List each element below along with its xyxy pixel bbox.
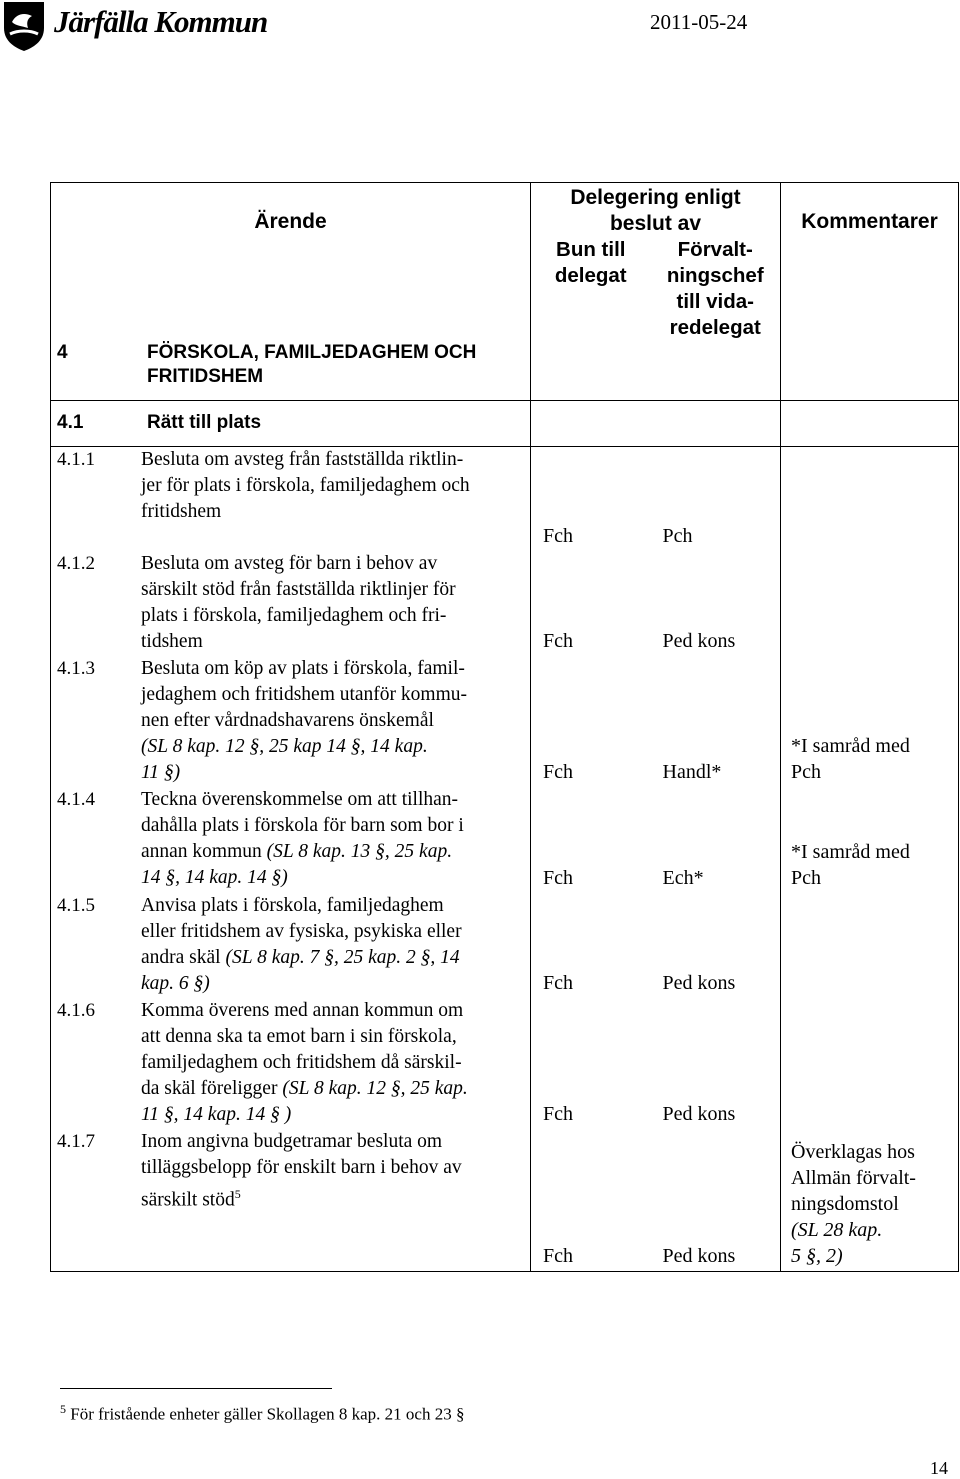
bun-cell [531, 551, 651, 656]
row-description-line: annan kommun (SL 8 kap. 13 §, 25 kap. [141, 840, 453, 862]
section-title-line: FÖRSKOLA, FAMILJEDAGHEM OCH [147, 342, 477, 363]
table-header-row [51, 183, 959, 401]
forv-cell [651, 1129, 781, 1272]
arende-cell [51, 998, 531, 1129]
forv-value: Pch [662, 524, 693, 547]
arende-cell [51, 1129, 531, 1272]
kommentar-line: Pch [791, 760, 821, 783]
empty-cell [781, 401, 959, 447]
row-number: 4.1.3 [57, 657, 95, 679]
forv-cell [651, 551, 781, 656]
row-description-line: Anvisa plats i förskola, familjedaghem [141, 894, 444, 916]
row-number: 4.1.7 [57, 1130, 95, 1152]
table-row [51, 893, 959, 998]
bun-value: Fch [543, 971, 573, 994]
row-description-line: Inom angivna budgetramar besluta om [141, 1130, 443, 1152]
row-description [141, 656, 467, 786]
subsection-title: Rätt till plats [147, 412, 262, 433]
forv-heading-line: Förvalt- [677, 238, 753, 261]
section-title [147, 341, 476, 389]
footnote-marker: 5 [60, 1402, 66, 1416]
bun-cell [531, 998, 651, 1129]
row-description [141, 1129, 462, 1214]
row-description-line: 14 §, 14 kap. 14 §) [141, 866, 288, 888]
kommentar-cell [781, 551, 959, 656]
section-title-line: FRITIDSHEM [147, 366, 264, 387]
row-description-line: andra skäl (SL 8 kap. 7 §, 25 kap. 2 §, 14 [141, 946, 460, 968]
arende-heading: Ärende [254, 210, 327, 233]
section-heading [51, 341, 476, 389]
bun-cell [531, 1129, 651, 1272]
delegation-table [50, 182, 959, 1272]
row-description-line: nen efter vårdnadshavarens önskemål [141, 709, 434, 731]
footnote-text: För fristående enheter gäller Skollagen 8 kap. 21 och 23 § [70, 1404, 465, 1424]
arende-cell [51, 893, 531, 998]
forv-value: Ped kons [662, 971, 736, 994]
kommentar-line: ningsdomstol [791, 1193, 899, 1215]
bun-value: Fch [543, 1245, 573, 1267]
row-description-line: att denna ska ta emot barn i sin förskola, [141, 1025, 457, 1047]
bun-value: Fch [543, 866, 573, 889]
row-number: 4.1.2 [57, 552, 95, 574]
kommentar-text [781, 839, 958, 893]
kommentar-text [781, 1139, 958, 1271]
row-description-line: Komma överens med annan kommun om [141, 999, 464, 1021]
table-row [51, 998, 959, 1129]
forv-value: Ech* [662, 866, 704, 889]
row-description [141, 787, 464, 891]
forv-heading-line: ningschef [666, 264, 764, 287]
kommentar-cell [781, 656, 959, 787]
kommentar-line: Allmän förvalt- [791, 1167, 916, 1189]
row-description-line: jer för plats i förskola, familjedaghem och [141, 475, 470, 496]
kommentarer-header-cell [781, 183, 959, 401]
kommentar-line: Pch [791, 866, 821, 889]
coat-of-arms-icon [2, 0, 46, 52]
row-number: 4.1.5 [57, 894, 95, 916]
page-number: 14 [930, 1458, 948, 1478]
row-description-line: da skäl föreligger (SL 8 kap. 12 §, 25 kap. [141, 1077, 468, 1099]
forv-value: Ped kons [662, 629, 736, 652]
row-description-line: familjedaghem och fritidshem då särskil- [141, 1051, 462, 1073]
forv-cell [651, 656, 781, 787]
kommentar-cell [781, 787, 959, 893]
row-description [141, 551, 456, 655]
document-date: 2011-05-24 [650, 10, 748, 34]
table-body [51, 447, 959, 1272]
row-description-line: eller fritidshem av fysiska, psykiska eller [141, 920, 462, 942]
bun-cell [531, 656, 651, 787]
forv-cell [651, 998, 781, 1129]
bun-heading [531, 237, 651, 341]
row-description-line: 11 §, 14 kap. 14 § ) [141, 1103, 292, 1125]
row-description-line: Besluta om avsteg från fastställda riktlin- [141, 449, 464, 470]
kommentar-line: *I samråd med [791, 840, 910, 863]
row-description [141, 893, 462, 997]
bun-value: Fch [543, 760, 573, 783]
subsection-row [51, 401, 959, 447]
table-row [51, 656, 959, 787]
bun-value: Fch [543, 629, 573, 652]
kommentar-line: 5 §, 2) [791, 1245, 843, 1267]
empty-cell [651, 401, 781, 447]
table-row [51, 551, 959, 656]
footnote-reference: 5 [234, 1186, 241, 1201]
table-row [51, 787, 959, 893]
forv-cell [651, 893, 781, 998]
bun-value: Fch [543, 524, 573, 547]
kommentar-cell [781, 998, 959, 1129]
footnote-separator [60, 1388, 332, 1389]
arende-cell [51, 787, 531, 893]
arende-cell [51, 447, 531, 551]
forv-cell [651, 787, 781, 893]
arende-cell [51, 656, 531, 787]
row-number: 4.1.1 [57, 449, 95, 470]
row-description-line: dahålla plats i förskola för barn som bor i [141, 814, 464, 836]
bun-heading-line: delegat [554, 264, 627, 287]
footnote [60, 1402, 464, 1425]
kommentar-cell [781, 1129, 959, 1272]
row-description-line: tidshem [141, 630, 203, 652]
row-description-line: Besluta om avsteg för barn i behov av [141, 552, 438, 574]
delegering-header-cell [531, 183, 781, 401]
forv-heading [651, 237, 780, 341]
kommentar-cell [781, 893, 959, 998]
forv-value: Handl* [662, 760, 722, 783]
empty-cell [531, 401, 651, 447]
arende-cell [51, 551, 531, 656]
kommentar-line: *I samråd med [791, 734, 910, 757]
row-description-line: särskilt stöd från fastställda riktlinjer för [141, 578, 456, 600]
arende-header-cell [51, 183, 531, 401]
bun-cell [531, 447, 651, 551]
bun-cell [531, 787, 651, 893]
page-header [0, 0, 960, 60]
bun-cell [531, 893, 651, 998]
org-logo-text: Järfälla Kommun [54, 4, 268, 39]
kommentarer-heading: Kommentarer [801, 210, 938, 233]
row-description-line: plats i förskola, familjedaghem och fri- [141, 604, 447, 626]
subsection-number: 4.1 [57, 412, 84, 433]
row-description [141, 447, 470, 525]
kommentar-text [781, 733, 958, 787]
forv-value: Ped kons [662, 1102, 736, 1125]
row-description-line: 11 §) [141, 761, 181, 783]
section-number: 4 [57, 342, 68, 363]
subsection-cell [51, 401, 531, 447]
forv-heading-line: till vida- [676, 290, 754, 313]
kommentar-cell [781, 447, 959, 551]
forv-cell [651, 447, 781, 551]
row-description-line: Teckna överenskommelse om att tillhan- [141, 788, 459, 810]
forv-heading-line: redelegat [669, 316, 761, 339]
row-number: 4.1.4 [57, 788, 95, 810]
delegering-heading-line: beslut av [609, 212, 702, 235]
row-description-line: fritidshem [141, 501, 222, 522]
forv-value: Ped kons [662, 1245, 736, 1267]
row-description [141, 998, 468, 1128]
table-row [51, 1129, 959, 1272]
bun-heading-line: Bun till [556, 238, 626, 261]
row-description-line: kap. 6 §) [141, 972, 210, 994]
bun-value: Fch [543, 1102, 573, 1125]
row-description-line: jedaghem och fritidshem utanför kommu- [141, 683, 467, 705]
row-description-line: tilläggsbelopp för enskilt barn i behov av [141, 1156, 462, 1178]
row-description-line: Besluta om köp av plats i förskola, famil- [141, 657, 465, 679]
row-number: 4.1.6 [57, 999, 95, 1021]
table-row [51, 447, 959, 551]
row-description-line: (SL 8 kap. 12 §, 25 kap 14 §, 14 kap. [141, 735, 428, 757]
kommentar-line: Överklagas hos [791, 1141, 915, 1163]
row-description-line: särskilt stöd [141, 1189, 235, 1210]
kommentar-line: (SL 28 kap. [791, 1219, 883, 1241]
delegering-heading-line: Delegering enligt [570, 186, 741, 209]
